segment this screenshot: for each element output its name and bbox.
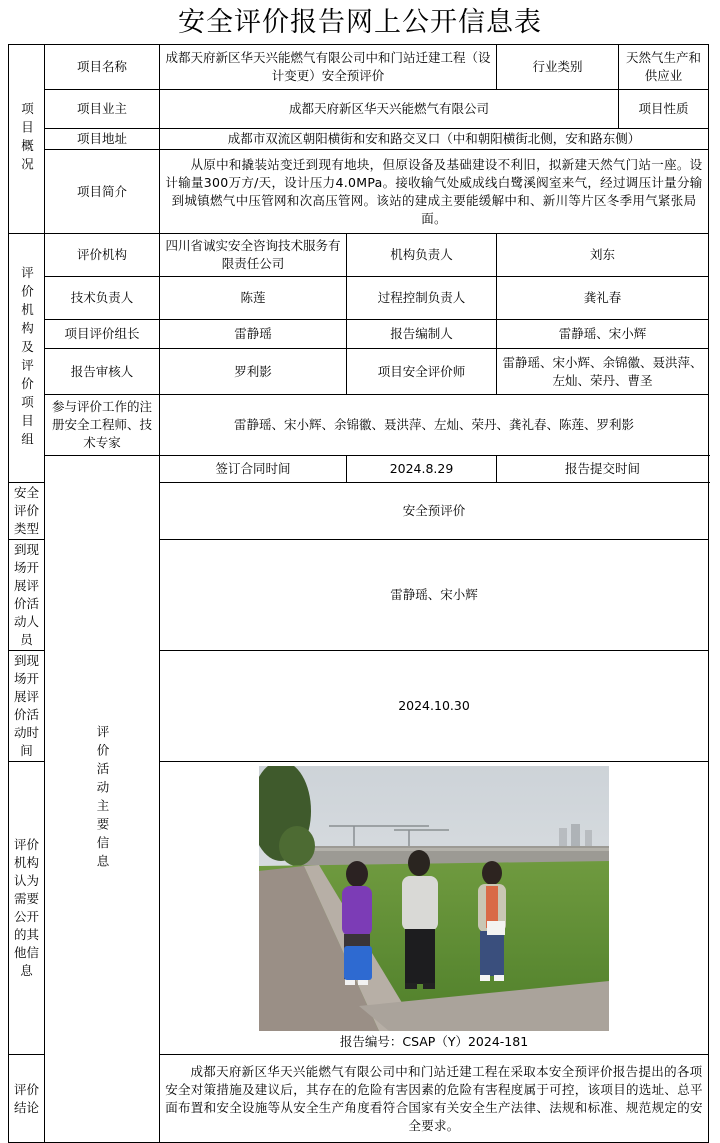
site-photo-scene [259, 766, 609, 1031]
process-value: 龚礼春 [497, 277, 709, 320]
other-label: 评价机构认为需要公开的其他信息 [9, 762, 45, 1055]
leader-value: 雷静瑶 [160, 320, 347, 349]
staff-label: 到现场开展评价活动人员 [9, 540, 45, 651]
agency-label: 评价机构 [45, 234, 160, 277]
project-name: 成都天府新区华天兴能燃气有限公司中和门站迁建工程（设计变更）安全预评价 [160, 45, 497, 90]
evaluators-label: 项目安全评价师 [347, 349, 497, 395]
site-photo [259, 766, 609, 1031]
owner-label: 项目业主 [45, 90, 160, 129]
info-table [8, 44, 709, 1143]
type-value: 安全预评价 [160, 483, 709, 540]
section-overview: 项目概况 [9, 45, 45, 234]
intro-value: 从原中和撬装站变迁到现有地块，但原设备及基础建设不利旧，拟新建天然气门站一座。设计输量300万方/天，设计压力4.0MPa。接收输气处威成线白鹭溪阀室来气，经过调压计量分输到城镇燃气中压管网和次高压管网。该站的建成主要能缓解中和、新川等片区冬季用气紧张局面。 [160, 150, 709, 234]
writer-value: 雷静瑶、宋小辉 [497, 320, 709, 349]
reviewer-value: 罗利影 [160, 349, 347, 395]
time-label: 到现场开展评价活动时间 [9, 651, 45, 762]
tech-label: 技术负责人 [45, 277, 160, 320]
submit-label: 报告提交时间 [497, 456, 709, 483]
evaluators-value: 雷静瑶、宋小辉、余锦徽、聂洪萍、左灿、荣丹、曹圣 [497, 349, 709, 395]
head-value: 刘东 [497, 234, 709, 277]
staff-value: 雷静瑶、宋小辉 [160, 540, 709, 651]
project-name-label: 项目名称 [45, 45, 160, 90]
agency-value: 四川省诚实安全咨询技术服务有限责任公司 [160, 234, 347, 277]
leader-label: 项目评价组长 [45, 320, 160, 349]
address-label: 项目地址 [45, 129, 160, 150]
owner-value: 成都天府新区华天兴能燃气有限公司 [160, 90, 619, 129]
section-org: 评价机构及评价项目组 [9, 234, 45, 483]
address-value: 成都市双流区朝阳横街和安和路交叉口（中和朝阳横街北侧，安和路东侧） [160, 129, 709, 150]
intro-label: 项目简介 [45, 150, 160, 234]
tech-value: 陈莲 [160, 277, 347, 320]
section-activity: 评价活动主要信息 [45, 456, 160, 1143]
engineers-value: 雷静瑶、宋小辉、余锦徽、聂洪萍、左灿、荣丹、龚礼春、陈莲、罗利影 [160, 395, 709, 456]
contract-value: 2024.8.29 [347, 456, 497, 483]
reviewer-label: 报告审核人 [45, 349, 160, 395]
industry-label: 行业类别 [497, 45, 619, 90]
process-label: 过程控制负责人 [347, 277, 497, 320]
contract-label: 签订合同时间 [160, 456, 347, 483]
time-value: 2024.10.30 [160, 651, 709, 762]
conclusion-value: 成都天府新区华天兴能燃气有限公司中和门站迁建工程在采取本安全预评价报告提出的各项安全对策措施及建议后，其存在的危险有害因素的危险有害程度属于可控，该项目的选址、总平面布置和安全设施等从安全生产角度看符合国家有关安全生产法律、法规和标准、规范规定的安全要求。 [160, 1055, 709, 1143]
other-cell [160, 762, 709, 1055]
report-number: 报告编号：CSAP（Y）2024-181 [339, 1034, 529, 1049]
head-label: 机构负责人 [347, 234, 497, 277]
writer-label: 报告编制人 [347, 320, 497, 349]
type-label: 安全评价类型 [9, 483, 45, 540]
page-title: 安全评价报告网上公开信息表 [178, 7, 542, 38]
nature-label: 项目性质 [619, 90, 709, 129]
engineers-label: 参与评价工作的注册安全工程师、技术专家 [45, 395, 160, 456]
industry-value: 天然气生产和供应业 [619, 45, 709, 90]
conclusion-label: 评价结论 [9, 1055, 45, 1143]
